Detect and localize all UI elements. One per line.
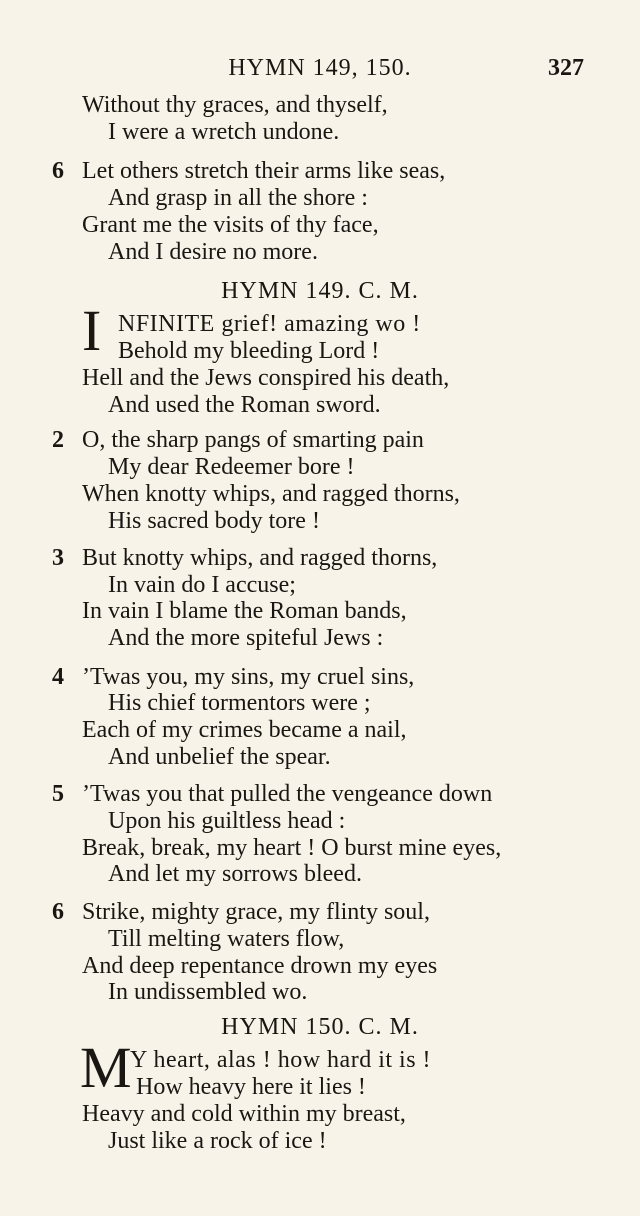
verse-line: And unbelief the spear. [108, 744, 331, 770]
hymn-150-title: HYMN 150. C. M. [221, 1014, 419, 1040]
verse-line: I were a wretch undone. [108, 119, 340, 145]
verse-line: His chief tormentors were ; [108, 690, 371, 716]
verse-line: O, the sharp pangs of smarting pain [82, 427, 424, 453]
verse-line: When knotty whips, and ragged thorns, [82, 481, 460, 507]
verse-line: Just like a rock of ice ! [108, 1128, 327, 1154]
verse-line: Grant me the visits of thy face, [82, 212, 379, 238]
verse-line: And deep repentance drown my eyes [82, 953, 438, 979]
verse-line: But knotty whips, and ragged thorns, [82, 545, 438, 571]
verse-line: And the more spiteful Jews : [108, 625, 384, 651]
verse-line: My dear Redeemer bore ! [108, 454, 355, 480]
page-number: 327 [548, 55, 584, 81]
verse-line: Till melting waters flow, [108, 926, 345, 952]
verse-line: In vain do I accuse; [108, 572, 296, 598]
verse-number: 6 [52, 158, 64, 184]
verse-line: Strike, mighty grace, my flinty soul, [82, 899, 430, 925]
verse-line: Upon his guiltless head : [108, 808, 346, 834]
verse-line: And grasp in all the shore : [108, 185, 368, 211]
drop-cap: I [82, 298, 102, 363]
verse-line: Each of my crimes became a nail, [82, 717, 407, 743]
verse-number: 3 [52, 545, 64, 571]
verse-number: 5 [52, 781, 64, 807]
verse-line: ’Twas you, my sins, my cruel sins, [82, 664, 415, 690]
verse-line: And used the Roman sword. [108, 392, 381, 418]
verse-line: Hell and the Jews conspired his death, [82, 365, 450, 391]
verse-line: And I desire no more. [108, 239, 318, 265]
verse-line: Without thy graces, and thyself, [82, 92, 388, 118]
verse-line: ’Twas you that pulled the vengeance down [82, 781, 493, 807]
verse-line: His sacred body tore ! [108, 508, 320, 534]
hymn-149-title: HYMN 149. C. M. [221, 278, 419, 304]
verse-line: In undissembled wo. [108, 979, 308, 1005]
verse-line: Y heart, alas ! how hard it is ! [130, 1047, 432, 1073]
verse-line: Heavy and cold within my breast, [82, 1101, 406, 1127]
verse-line: Break, break, my heart ! O burst mine eyes, [82, 835, 502, 861]
verse-line: In vain I blame the Roman bands, [82, 598, 407, 624]
verse-number: 6 [52, 899, 64, 925]
drop-cap: M [80, 1035, 132, 1100]
verse-number: 4 [52, 664, 64, 690]
verse-line: Let others stretch their arms like seas, [82, 158, 446, 184]
verse-line: How heavy here it lies ! [136, 1074, 366, 1100]
verse-line: And let my sorrows bleed. [108, 861, 362, 887]
verse-line: Behold my bleeding Lord ! [118, 338, 380, 364]
verse-line: NFINITE grief! amazing wo ! [118, 311, 421, 337]
running-header: HYMN 149, 150. [228, 55, 412, 81]
verse-number: 2 [52, 427, 64, 453]
